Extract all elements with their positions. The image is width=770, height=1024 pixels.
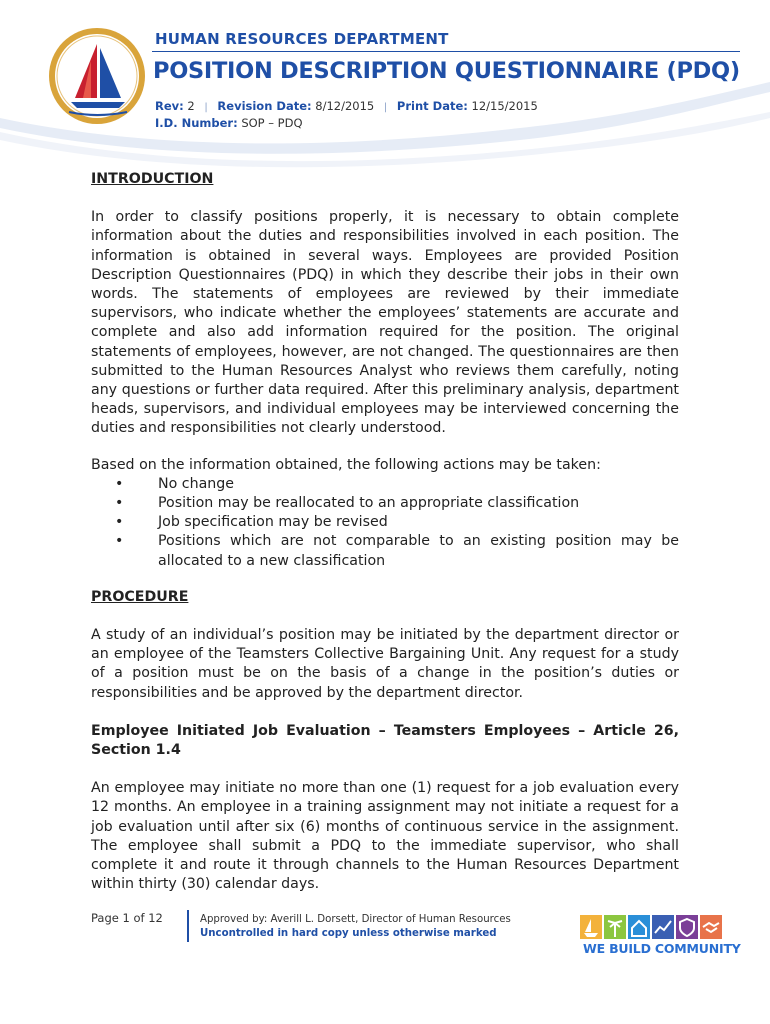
growth-chart-icon [652, 915, 674, 939]
shield-icon [676, 915, 698, 939]
id-number-info [155, 116, 303, 130]
actions-list [91, 475, 679, 571]
department-name: HUMAN RESOURCES DEPARTMENT [155, 30, 449, 48]
community-logo-icons [580, 913, 723, 941]
header-rule [152, 51, 740, 52]
footer-divider [187, 910, 189, 942]
introduction-paragraph: In order to classify positions properly, it is necessary to obtain complete information about the duties and responsibilities involved in each position. The information is obtained in several ways. Employees are provided Position Description Questionnaires (PDQ) in which they describe their jobs in their own words. The statements of employees are reviewed by their immediate supervisors, who indicate whether the employees’ statements are accurate and complete and also add information required for the position. The original statements of employees, however, are not changed. The questionnaires are then submitted to the Human Resources Analyst who reviews them carefully, noting any questions or further data required. After this preliminary analysis, department heads, supervisors, and individual employees may be interviewed concerning the duties and responsibilities not clearly understood. [91, 209, 679, 437]
id-value: SOP – PDQ [241, 116, 303, 130]
print-date-value: 12/15/2015 [471, 99, 538, 113]
procedure-subparagraph: An employee may initiate no more than one (1) request for a job evaluation every 12 months. An employee in a training assignment may not initiate a request for a job evaluation until after six (6) months of continuous service in the assignment. The employee shall submit a PDQ to the immediate supervisor, who shall complete it and route it through channels to the Human Resources Department within thirty (30) calendar days. [91, 780, 679, 893]
id-label: I.D. Number: [155, 116, 238, 130]
house-icon [628, 915, 650, 939]
separator: | [383, 102, 388, 113]
revision-info [155, 99, 538, 113]
city-seal-sailboat-icon [47, 26, 147, 126]
list-item: • Position may be reallocated to an appropriate classification [91, 494, 679, 513]
revision-date-label: Revision Date: [217, 99, 312, 113]
separator: | [204, 102, 208, 113]
bullet: • [115, 495, 124, 512]
procedure-paragraph: A study of an individual’s position may be initiated by the department director or an employee of the Teamsters Collective Bargaining Unit. Any request for a study of a position must be on the basis of a change in the position’s duties or responsibilities and be approved by the department director. [91, 627, 679, 701]
handshake-icon [700, 915, 722, 939]
print-date-label: Print Date: [396, 99, 468, 113]
boat-icon [580, 915, 602, 939]
bullet: • [115, 475, 124, 492]
rev-label: Rev: [155, 99, 184, 113]
uncontrolled-note: Uncontrolled in hard copy unless otherwise marked [200, 928, 497, 939]
procedure-heading: PROCEDURE [91, 588, 189, 605]
introduction-heading: INTRODUCTION [91, 171, 214, 187]
list-item: • No change [91, 475, 679, 494]
revision-date-value: 8/12/2015 [315, 99, 375, 113]
list-item: • Positions which are not comparable to an existing position may be allocated to a new classification [115, 533, 679, 569]
bullet: • [115, 514, 124, 531]
actions-intro: Based on the information obtained, the following actions may be taken: [91, 456, 601, 473]
list-item: • Job specification may be revised [91, 513, 679, 532]
page-title: POSITION DESCRIPTION QUESTIONNAIRE (PDQ) [153, 58, 740, 84]
palm-icon [604, 915, 626, 939]
rev-value: 2 [187, 99, 195, 113]
page-number: Page 1 of 12 [91, 911, 163, 925]
procedure-subheading: Employee Initiated Job Evaluation – Teamsters Employees – Article 26, Section 1.4 [91, 722, 679, 759]
document-body [91, 170, 679, 895]
community-logo-text: WE BUILD COMMUNITY [583, 941, 741, 956]
approval-note: Approved by: Averill L. Dorsett, Director of Human Resources [200, 914, 511, 925]
bullet: • [115, 533, 124, 550]
